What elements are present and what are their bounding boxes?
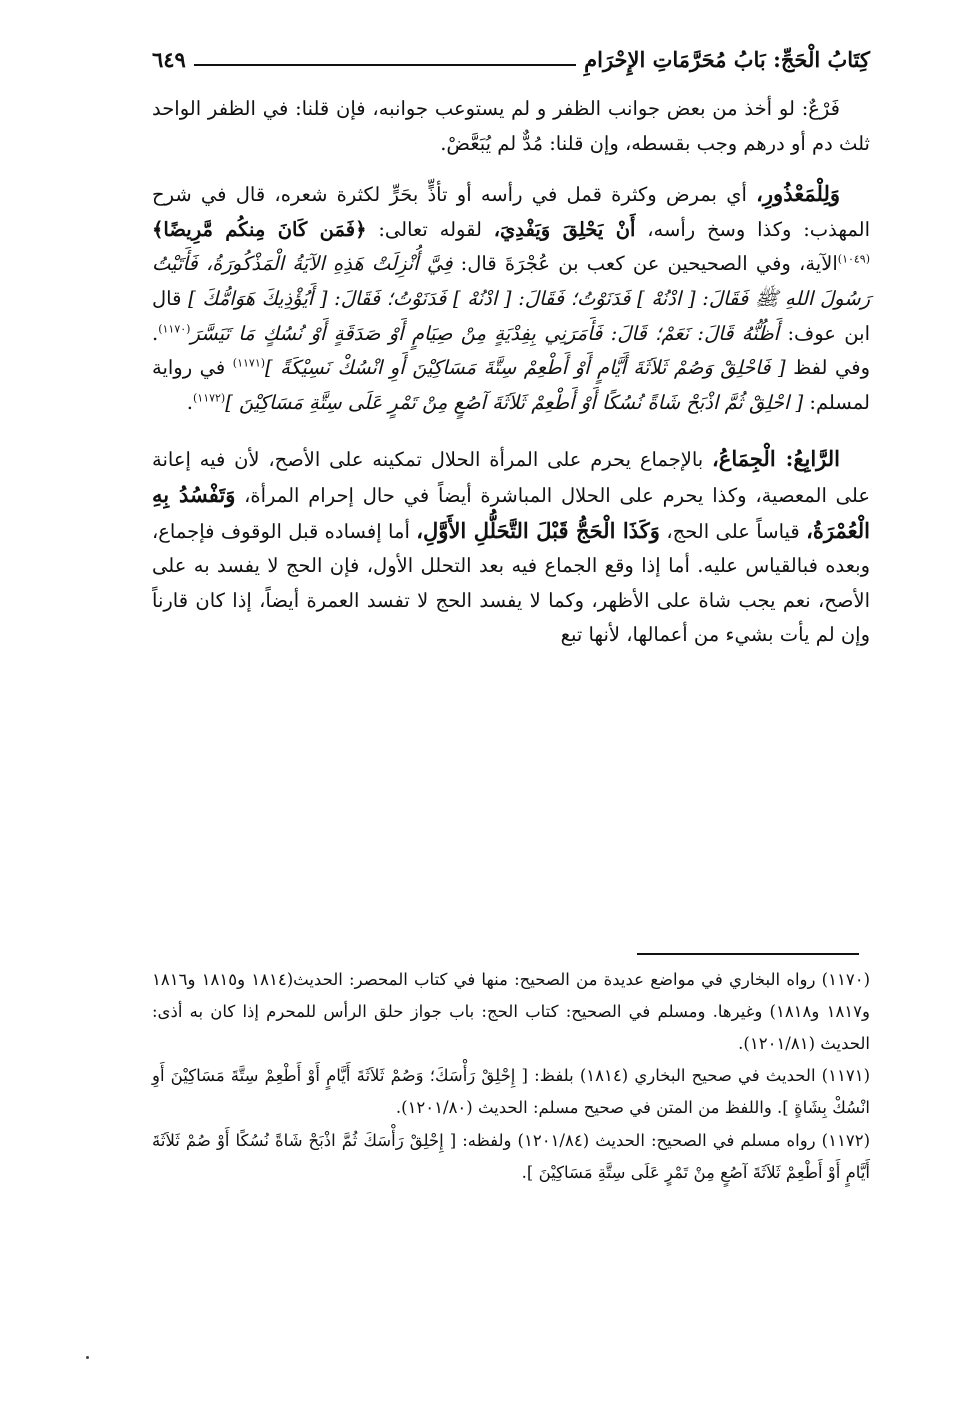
matn-lemma: الرَّابِعُ: الْجِمَاعُ، — [712, 446, 840, 472]
footnote-1171: (١١٧١) الحديث في صحيح البخاري (١٨١٤) بلفظ: [ إِحْلِقْ رَأْسَكَ؛ وَصُمْ ثَلاَثَةَ أَيَّامٍ أَوْ أَطْعِمْ سِتَّةَ مَسَاكِيْنَ أَوِ انْسُكْ بِشَاةٍ ]. واللفظ من المتن في صحيح مسلم: الحديث (١٢٠١/٨٠). — [152, 1066, 870, 1118]
paragraph-mazur — [152, 177, 870, 420]
footnote-ref: (١٠٤٩) — [837, 252, 870, 266]
footnotes — [152, 964, 870, 1190]
matn-lemma: وَلِلْمَعْذُورِ، — [756, 181, 840, 207]
matn-phrase: وَتَفْسُدُ بِهِ الْعُمْرَةُ، — [152, 481, 870, 543]
header-rule — [194, 64, 576, 66]
paragraph-text: بالإجماع يحرم على المرأة الحلال تمكينه على الأصح، لأن فيه إعانة على المعصية، وكذا يحرم على الحلال المباشرة أيضاً في حال إحرام المرأة، — [152, 448, 871, 507]
matn-phrase: وَكَذَا الْحَجُّ قَبْلَ التَّحَلُّلِ الأَوَّلِ، — [416, 517, 660, 543]
paragraph-far — [152, 92, 870, 161]
paragraph-text: فَرْعٌ: لو أخذ من بعض جوانب الظفر و لم يستوعب جوانبه، فإن قلنا: في الظفر الواحد ثلث دم أو درهم وجب بقسطه، وإن قلنا: مُدٌّ لم يُبَعَّضْ. — [152, 97, 870, 155]
running-header — [152, 36, 870, 70]
paragraph-jima — [152, 442, 870, 653]
hadith-quote: [ فَاحْلِقْ وَصُمْ ثَلاَثَةَ أَيَّامٍ أَوْ أَطْعِمْ سِتَّةَ مَسَاكِيْنَ أَوِ انْسُكْ نَسِيْكَةً ] — [265, 356, 786, 380]
paragraph-text: قال ابن عوف: — [152, 286, 870, 345]
hadith-quote: [ احْلِقْ ثُمَّ اذْبَحْ شَاةً نُسُكًا أَوْ أَطْعِمْ ثَلاَثَةَ آصُعٍ مِنْ تَمْرٍ عَلَى سِتَّةِ مَسَاكِيْنَ ] — [225, 390, 804, 414]
footnote-ref: (١١٧٢) — [192, 391, 226, 405]
hadith-quote: فِيَّ أُنْزِلَتْ هَذِهِ الآيَةُ الْمَذْكُورَةُ، فَأَتَيْتُ رَسُولَ اللهِ ﷺ فَقَالَ: [ ادْنُهْ ] فَدَنَوْتُ؛ فَقَالَ: [ ادْنُهْ ] فَدَنَوْتُ؛ فَقَالَ: [ أَيُؤْذِيكَ هَوَامُّكَ ] — [152, 252, 870, 310]
paragraph-text: لقوله تعالى: — [366, 217, 494, 241]
paragraph-text: أما إفساده قبل الوقوف فإجماع، وبعده فبالقياس عليه. أما إذا وقع الجماع فيه بعد التحلل الأول، فإن الحج لا يفسد به على الأصح، نعم يجب شاة على الأظهر، وكما لا يفسد الحج لا تفسد العمرة أيضاً، إذا كان قارناً وإن لم يأت بشيء من أعمالها، لأنها تبع — [152, 519, 870, 647]
footnote-separator — [637, 953, 859, 955]
hadith-quote: أَظُنُّهُ قَالَ: نَعَمْ؛ قَالَ: فَأَمَرَنِي بِفِدْيَةٍ مِنْ صِيَامٍ أَوْ صَدَقَةٍ أَوْ نُسُكٍ مَا تَيَسَّرَ — [190, 321, 780, 345]
paragraph-text: في رواية لمسلم: — [152, 356, 870, 414]
matn-phrase: أَنْ يَحْلِقَ وَيَفْدِيَ، — [493, 217, 636, 241]
main-text — [152, 92, 870, 653]
paragraph-text: أي بمرض وكثرة قمل في رأسه أو تأذٍّ بحَرٍّ لكثرة شعره، قال في شرح المهذب: وكذا وسخ رأسه، — [152, 183, 870, 241]
footnote-1170: (١١٧٠) رواه البخاري في مواضع عديدة من الصحيح: منها في كتاب المحصر: الحديث(١٨١٤ و١٨١٥ و١٨١٦ و١٨١٧ و١٨١٨) وغيرها. ومسلم في الصحيح: كتاب الحج: باب جواز حلق الرأس للمحرم إذا كان به أذى: الحديث (١٢٠١/٨١). — [152, 970, 871, 1053]
chapter-title: كِتَابُ الْحَجِّ: بَابُ مُحَرَّمَاتِ الإِحْرَامِ — [584, 47, 870, 72]
scan-speck — [86, 1356, 89, 1359]
quran-quote: ﴿فَمَن كَانَ مِنكُم مَّرِيضًا﴾ — [152, 217, 367, 241]
footnote-ref: (١١٧١) — [232, 356, 266, 370]
footnote-1172: (١١٧٢) رواه مسلم في الصحيح: الحديث (١٢٠١/٨٤) ولفظه: [ إِحْلِقْ رَأْسَكَ ثُمَّ اذْبَحْ شَاةً نُسُكًا أَوْ صُمْ ثَلاَثَةَ أَيَّامٍ أَوْ أَطْعِمْ ثَلاَثَةَ آصُعٍ مِنْ تَمْرٍ عَلَى سِتَّةِ مَسَاكِيْنَ ]. — [152, 1130, 870, 1182]
paragraph-text: قياساً على الحج، — [659, 519, 807, 543]
paragraph-text: الآية، وفي الصحيحين عن كعب بن عُجْرَةَ قال: — [452, 252, 838, 276]
paragraph-text: . — [186, 390, 193, 414]
page-number: ٦٤٩ — [152, 47, 186, 72]
paragraph-text: . وفي لفظ — [152, 321, 870, 380]
footnote-ref: (١١٧٠) — [158, 322, 191, 336]
